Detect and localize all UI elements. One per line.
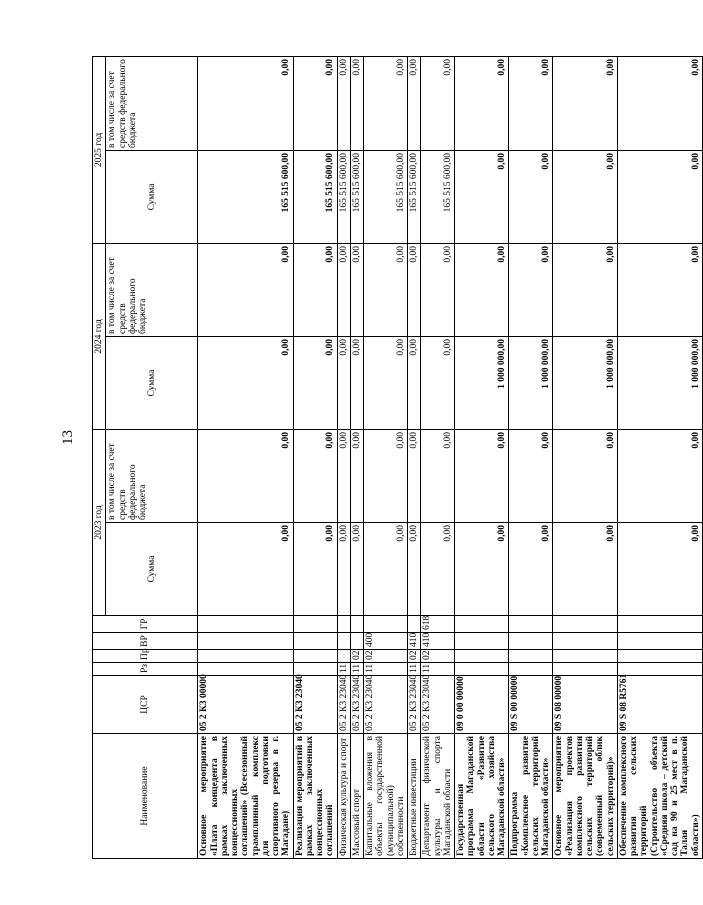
row-pr-cell <box>617 650 702 663</box>
row-value-cell: 1 000 000,00 <box>509 336 553 429</box>
table-row <box>350 56 363 858</box>
row-value-cell: 0,00 <box>350 429 363 522</box>
row-value-cell: 0,00 <box>337 523 350 616</box>
row-vr-cell <box>617 633 702 650</box>
row-pr-cell <box>553 650 618 663</box>
row-value-cell: 0,00 <box>408 243 421 336</box>
header-rz: Рз <box>93 663 198 676</box>
row-value-cell: 0,00 <box>455 429 509 522</box>
row-value-cell: 0,00 <box>455 150 509 243</box>
row-value-cell: 165 515 600,00 <box>198 150 293 243</box>
row-value-cell: 0,00 <box>509 429 553 522</box>
row-rz-cell <box>617 663 702 676</box>
row-value-cell: 165 515 600,00 <box>408 150 421 243</box>
row-value-cell: 0,00 <box>617 243 702 336</box>
row-value-cell: 0,00 <box>553 150 618 243</box>
row-name-cell: Капитальные вложения в объекты государственной (муниципальной) собственности <box>364 734 408 859</box>
row-pr-cell <box>337 650 350 663</box>
row-csr-cell: 05 2 К3 23040 <box>364 676 408 734</box>
row-name-cell: Реализация мероприятий в рамках заключенных концессионных соглашений <box>293 734 337 859</box>
row-rz-cell <box>509 663 553 676</box>
row-rz-cell <box>553 663 618 676</box>
row-gr-cell: 618 <box>421 616 455 633</box>
header-year-2023: 2023 год <box>93 429 106 615</box>
row-value-cell: 0,00 <box>408 336 421 429</box>
row-value-cell: 1 000 000,00 <box>617 336 702 429</box>
row-value-cell: 0,00 <box>509 243 553 336</box>
row-gr-cell <box>337 616 350 633</box>
row-value-cell: 0,00 <box>553 56 618 150</box>
row-name-cell: Государственная программа Магаданской области «Развитие сельского хозяйства Магаданской области» <box>455 734 509 859</box>
header-federal-2024: в том числе за счет средств федерального бюджета <box>106 243 198 336</box>
row-value-cell: 0,00 <box>421 336 455 429</box>
row-rz-cell <box>455 663 509 676</box>
row-vr-cell <box>293 633 337 650</box>
row-name-cell: Массовый спорт <box>350 734 363 859</box>
row-value-cell: 0,00 <box>421 523 455 616</box>
row-rz-cell: 11 <box>364 663 408 676</box>
row-csr-cell: 09 S 08 00000 <box>553 676 618 734</box>
row-pr-cell: 02 <box>350 650 363 663</box>
row-value-cell: 0,00 <box>408 56 421 150</box>
row-gr-cell <box>198 616 293 633</box>
row-csr-cell: 05 2 К3 23040 <box>350 676 363 734</box>
row-gr-cell <box>617 616 702 633</box>
row-value-cell: 0,00 <box>198 56 293 150</box>
row-vr-cell <box>198 633 293 650</box>
row-name-cell: Обеспечение комплексного развития сельских территорий (Строительство объекта «Средняя школа – детский сад на 90 и 25 мест в п. Талая Магаданской области») <box>617 734 702 859</box>
table-row <box>198 56 293 858</box>
header-csr: ЦСР <box>93 676 198 734</box>
row-value-cell: 0,00 <box>350 243 363 336</box>
row-value-cell: 0,00 <box>198 243 293 336</box>
row-gr-cell <box>509 616 553 633</box>
row-csr-cell: 05 2 К3 23040 <box>293 676 337 734</box>
row-rz-cell: 11 <box>337 663 350 676</box>
row-value-cell: 0,00 <box>364 429 408 522</box>
row-value-cell: 0,00 <box>617 523 702 616</box>
row-value-cell: 0,00 <box>455 56 509 150</box>
row-value-cell: 0,00 <box>455 523 509 616</box>
row-vr-cell <box>509 633 553 650</box>
table-row <box>293 56 337 858</box>
page-number: 13 <box>60 430 76 445</box>
row-vr-cell <box>455 633 509 650</box>
row-vr-cell: 410 <box>421 633 455 650</box>
table-row <box>455 56 509 858</box>
row-rz-cell <box>198 663 293 676</box>
row-value-cell: 165 515 600,00 <box>421 150 455 243</box>
row-value-cell: 0,00 <box>337 243 350 336</box>
row-gr-cell <box>350 616 363 633</box>
row-rz-cell: 11 <box>421 663 455 676</box>
row-vr-cell: 410 <box>408 633 421 650</box>
row-pr-cell <box>455 650 509 663</box>
row-gr-cell <box>455 616 509 633</box>
row-pr-cell: 02 <box>408 650 421 663</box>
row-vr-cell <box>553 633 618 650</box>
header-year-2024: 2024 год <box>93 243 106 429</box>
row-value-cell: 0,00 <box>350 336 363 429</box>
header-sum-2025: Сумма <box>106 150 198 243</box>
row-pr-cell <box>293 650 337 663</box>
table-row <box>421 56 455 858</box>
row-value-cell: 0,00 <box>509 523 553 616</box>
row-value-cell: 0,00 <box>455 243 509 336</box>
row-value-cell: 0,00 <box>509 150 553 243</box>
table-row <box>509 56 553 858</box>
row-rz-cell: 11 <box>350 663 363 676</box>
row-name-cell: Подпрограмма «Комплексное развитие сельских территорий Магаданской области» <box>509 734 553 859</box>
row-csr-cell: 09 S 00 00000 <box>509 676 553 734</box>
row-value-cell: 0,00 <box>553 523 618 616</box>
row-name-cell: Основное мероприятие «Плата концедента в рамках заключенных концессионных соглашений» (Всесезонный трамплинный комплекс для подготовки спортивного резерва в г. Магадане) <box>198 734 293 859</box>
row-value-cell: 0,00 <box>617 429 702 522</box>
table-row <box>617 56 702 858</box>
row-value-cell: 0,00 <box>198 523 293 616</box>
row-name-cell: Департамент физической культуры и спорта Магаданской области <box>421 734 455 859</box>
row-value-cell: 0,00 <box>337 56 350 150</box>
row-vr-cell: 400 <box>364 633 408 650</box>
row-pr-cell: 02 <box>421 650 455 663</box>
row-name-cell: Бюджетные инвестиции <box>408 734 421 859</box>
table-row <box>553 56 618 858</box>
row-value-cell: 1 000 000,00 <box>553 336 618 429</box>
row-csr-cell: 09 S 08 R5761 <box>617 676 702 734</box>
row-csr-cell: 05 2 К3 00000 <box>198 676 293 734</box>
row-value-cell: 0,00 <box>617 56 702 150</box>
row-value-cell: 0,00 <box>364 56 408 150</box>
budget-table <box>92 56 703 859</box>
row-value-cell: 0,00 <box>293 429 337 522</box>
row-gr-cell <box>364 616 408 633</box>
row-value-cell: 0,00 <box>408 523 421 616</box>
row-value-cell: 0,00 <box>350 56 363 150</box>
header-pr: Пр <box>93 650 198 663</box>
row-value-cell: 1 000 000,00 <box>455 336 509 429</box>
row-value-cell: 0,00 <box>364 336 408 429</box>
row-csr-cell: 05 2 К3 23040 <box>421 676 455 734</box>
row-vr-cell <box>350 633 363 650</box>
table-row <box>337 56 350 858</box>
row-value-cell: 0,00 <box>408 429 421 522</box>
row-value-cell: 0,00 <box>198 336 293 429</box>
row-value-cell: 0,00 <box>509 56 553 150</box>
row-value-cell: 165 515 600,00 <box>364 150 408 243</box>
row-pr-cell <box>198 650 293 663</box>
row-value-cell: 165 515 600,00 <box>350 150 363 243</box>
row-value-cell: 0,00 <box>364 243 408 336</box>
header-year-2025: 2025 год <box>93 56 106 243</box>
row-value-cell: 0,00 <box>421 429 455 522</box>
row-rz-cell: 11 <box>408 663 421 676</box>
header-gr: ГР <box>93 616 198 633</box>
header-federal-2025: в том числе за счет средств федерального бюджета <box>106 56 198 150</box>
row-value-cell: 0,00 <box>293 56 337 150</box>
row-vr-cell <box>337 633 350 650</box>
row-name-cell: Основное мероприятие «Реализация проектов комплексного развития сельских территорий (современный облик сельских территорий)» <box>553 734 618 859</box>
row-value-cell: 0,00 <box>364 523 408 616</box>
rotated-table-container <box>92 57 701 859</box>
header-federal-2023: в том числе за счет средств федерального бюджета <box>106 429 198 522</box>
header-name: Наименование <box>93 734 198 859</box>
table-row <box>408 56 421 858</box>
row-pr-cell <box>509 650 553 663</box>
row-pr-cell: 02 <box>364 650 408 663</box>
row-gr-cell <box>553 616 618 633</box>
row-value-cell: 0,00 <box>553 429 618 522</box>
row-csr-cell: 09 0 00 00000 <box>455 676 509 734</box>
row-value-cell: 0,00 <box>293 243 337 336</box>
table-row <box>364 56 408 858</box>
row-value-cell: 0,00 <box>421 243 455 336</box>
row-value-cell: 165 515 600,00 <box>293 150 337 243</box>
row-value-cell: 0,00 <box>293 336 337 429</box>
header-sum-2023: Сумма <box>106 523 198 616</box>
row-value-cell: 0,00 <box>337 336 350 429</box>
row-csr-cell: 05 2 К3 23040 <box>337 676 350 734</box>
row-value-cell: 0,00 <box>421 56 455 150</box>
row-value-cell: 0,00 <box>553 243 618 336</box>
row-value-cell: 0,00 <box>337 429 350 522</box>
row-value-cell: 0,00 <box>198 429 293 522</box>
row-value-cell: 0,00 <box>350 523 363 616</box>
row-value-cell: 0,00 <box>617 150 702 243</box>
row-name-cell: Физическая культура и спорт <box>337 734 350 859</box>
row-gr-cell <box>293 616 337 633</box>
row-value-cell: 165 515 600,00 <box>337 150 350 243</box>
header-sum-2024: Сумма <box>106 336 198 429</box>
row-gr-cell <box>408 616 421 633</box>
row-csr-cell: 05 2 К3 23040 <box>408 676 421 734</box>
header-vr: ВР <box>93 633 198 650</box>
row-value-cell: 0,00 <box>293 523 337 616</box>
